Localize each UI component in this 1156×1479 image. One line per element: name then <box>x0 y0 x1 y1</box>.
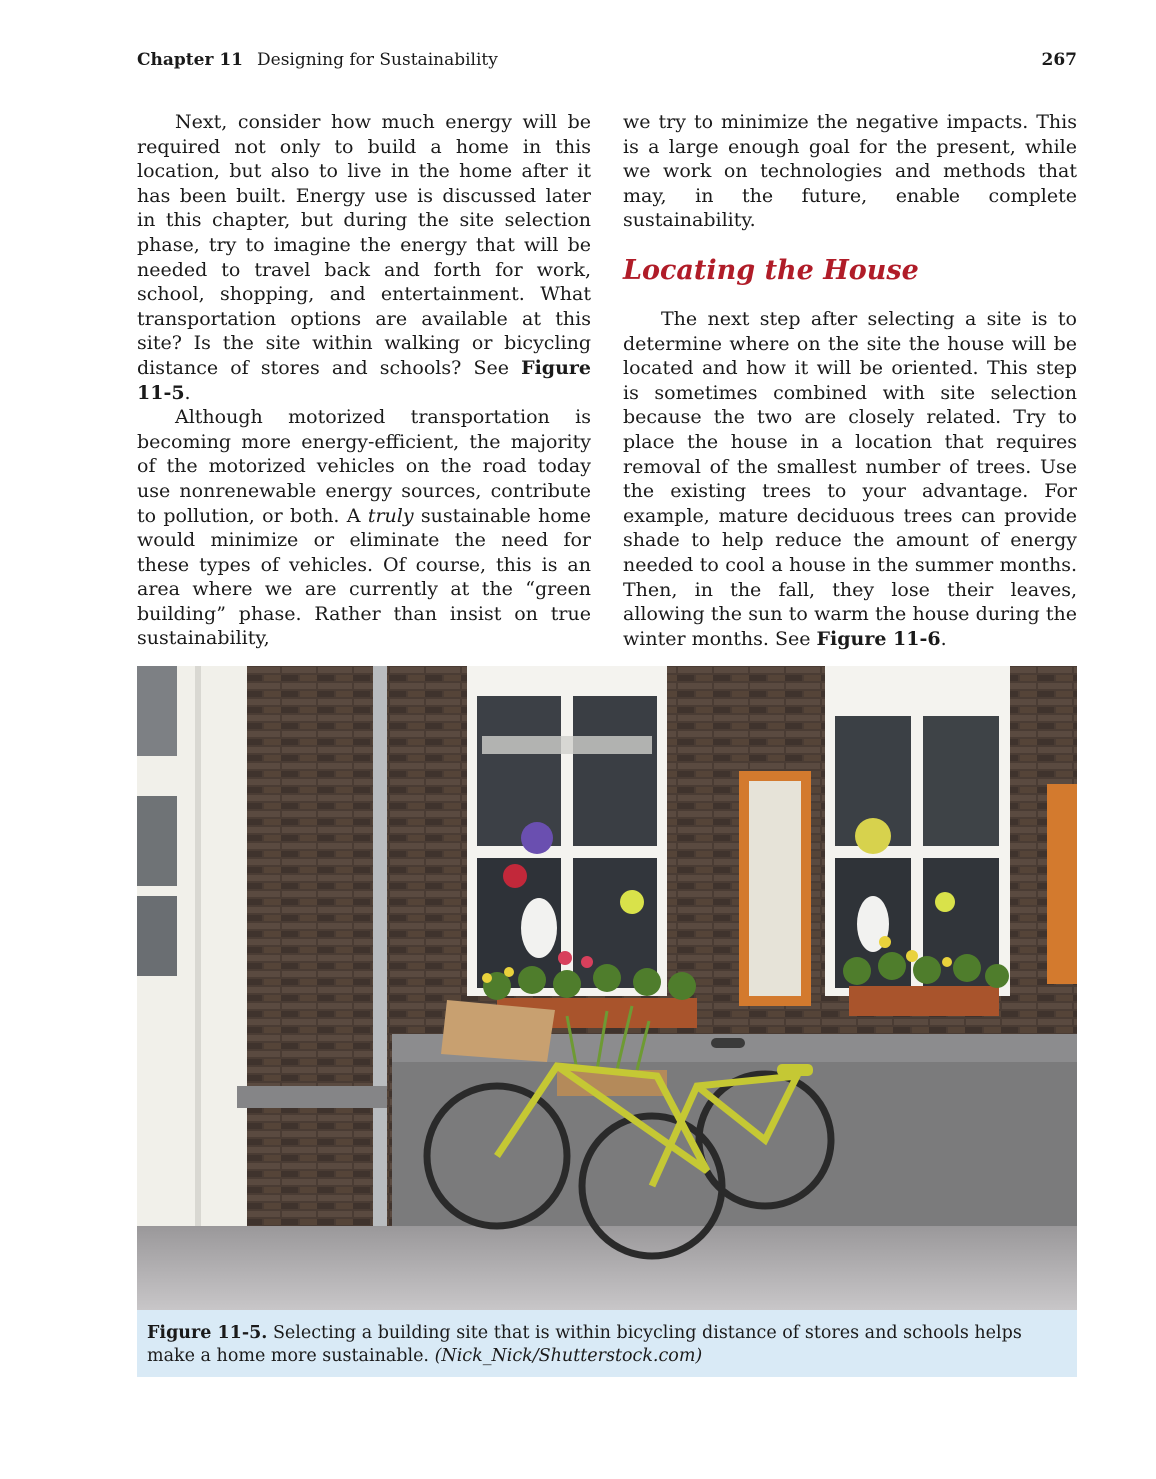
paragraph-continuation: we try to minimize the negative impacts. This is a large enough goal for the present, while we work on technologies and methods that may, in the future, enable complete sustainability. <box>623 111 1077 232</box>
paragraph-locating-house: The next step after selecting a site is to determine where on the site the house will be located and how it will be oriented. This step is sometimes combined with site selection because the two are closely related. Try to place the house in a location that requires removal of the smallest number of trees. Use the existing trees to your advantage. For example, mature deciduous trees can provide shade to help reduce the amount of energy needed to cool a house in the summer months. Then, in the fall, they lose their leaves, allowing the sun to warm the house during the winter months. See Figure 11-6. <box>623 307 1077 650</box>
caption-text: Selecting a building site that is within bicycling distance of stores and schools helps make a home more sustainable. <box>147 1323 1022 1366</box>
page-number: 267 <box>1041 50 1077 70</box>
right-column <box>623 110 1077 651</box>
paragraph-motorized-transport: Although motorized transportation is becoming more energy-efficient, the majority of the motorized vehicles on the road today use nonrenewable energy sources, contribute to pollution, or both. A truly sustainable home would minimize or eliminate the need for these types of vehicles. Of course, this is an area where we are currently at the “green building” phase. Rather than insist on true sustainability, <box>137 406 592 650</box>
wooden-crate <box>441 1000 555 1062</box>
paragraph-energy-travel: Next, consider how much energy will be required not only to build a home in this location, but also to live in the home after it has been built. Energy use is discussed later in this chapter, but during the site selection phase, try to imagine the energy that will be needed to travel back and forth for work, school, shopping, and entertainment. What transportation options are available at this site? Is the site within walking or bicycling distance of stores and schools? See Figure 11-5. <box>137 111 591 404</box>
drainpipe <box>373 666 387 1246</box>
chapter-title: Designing for Sustainability <box>257 50 498 70</box>
emphasis-word: truly <box>367 504 414 527</box>
figure-caption <box>137 1310 1077 1377</box>
figure-reference: Figure 11-5 <box>137 356 591 404</box>
chapter-label: Chapter 11 <box>137 50 243 70</box>
section-heading: Locating the House <box>623 254 919 286</box>
running-header <box>137 50 1077 76</box>
figure-photo-bicycles <box>137 666 1077 1310</box>
figure-label: Figure 11-5. <box>147 1323 268 1343</box>
bicycles-photo-illustration <box>137 666 1077 1310</box>
photo-credit: (Nick_Nick/Shutterstock.com) <box>434 1346 703 1366</box>
figure-reference: Figure 11-6 <box>816 627 941 650</box>
left-column <box>137 110 591 651</box>
